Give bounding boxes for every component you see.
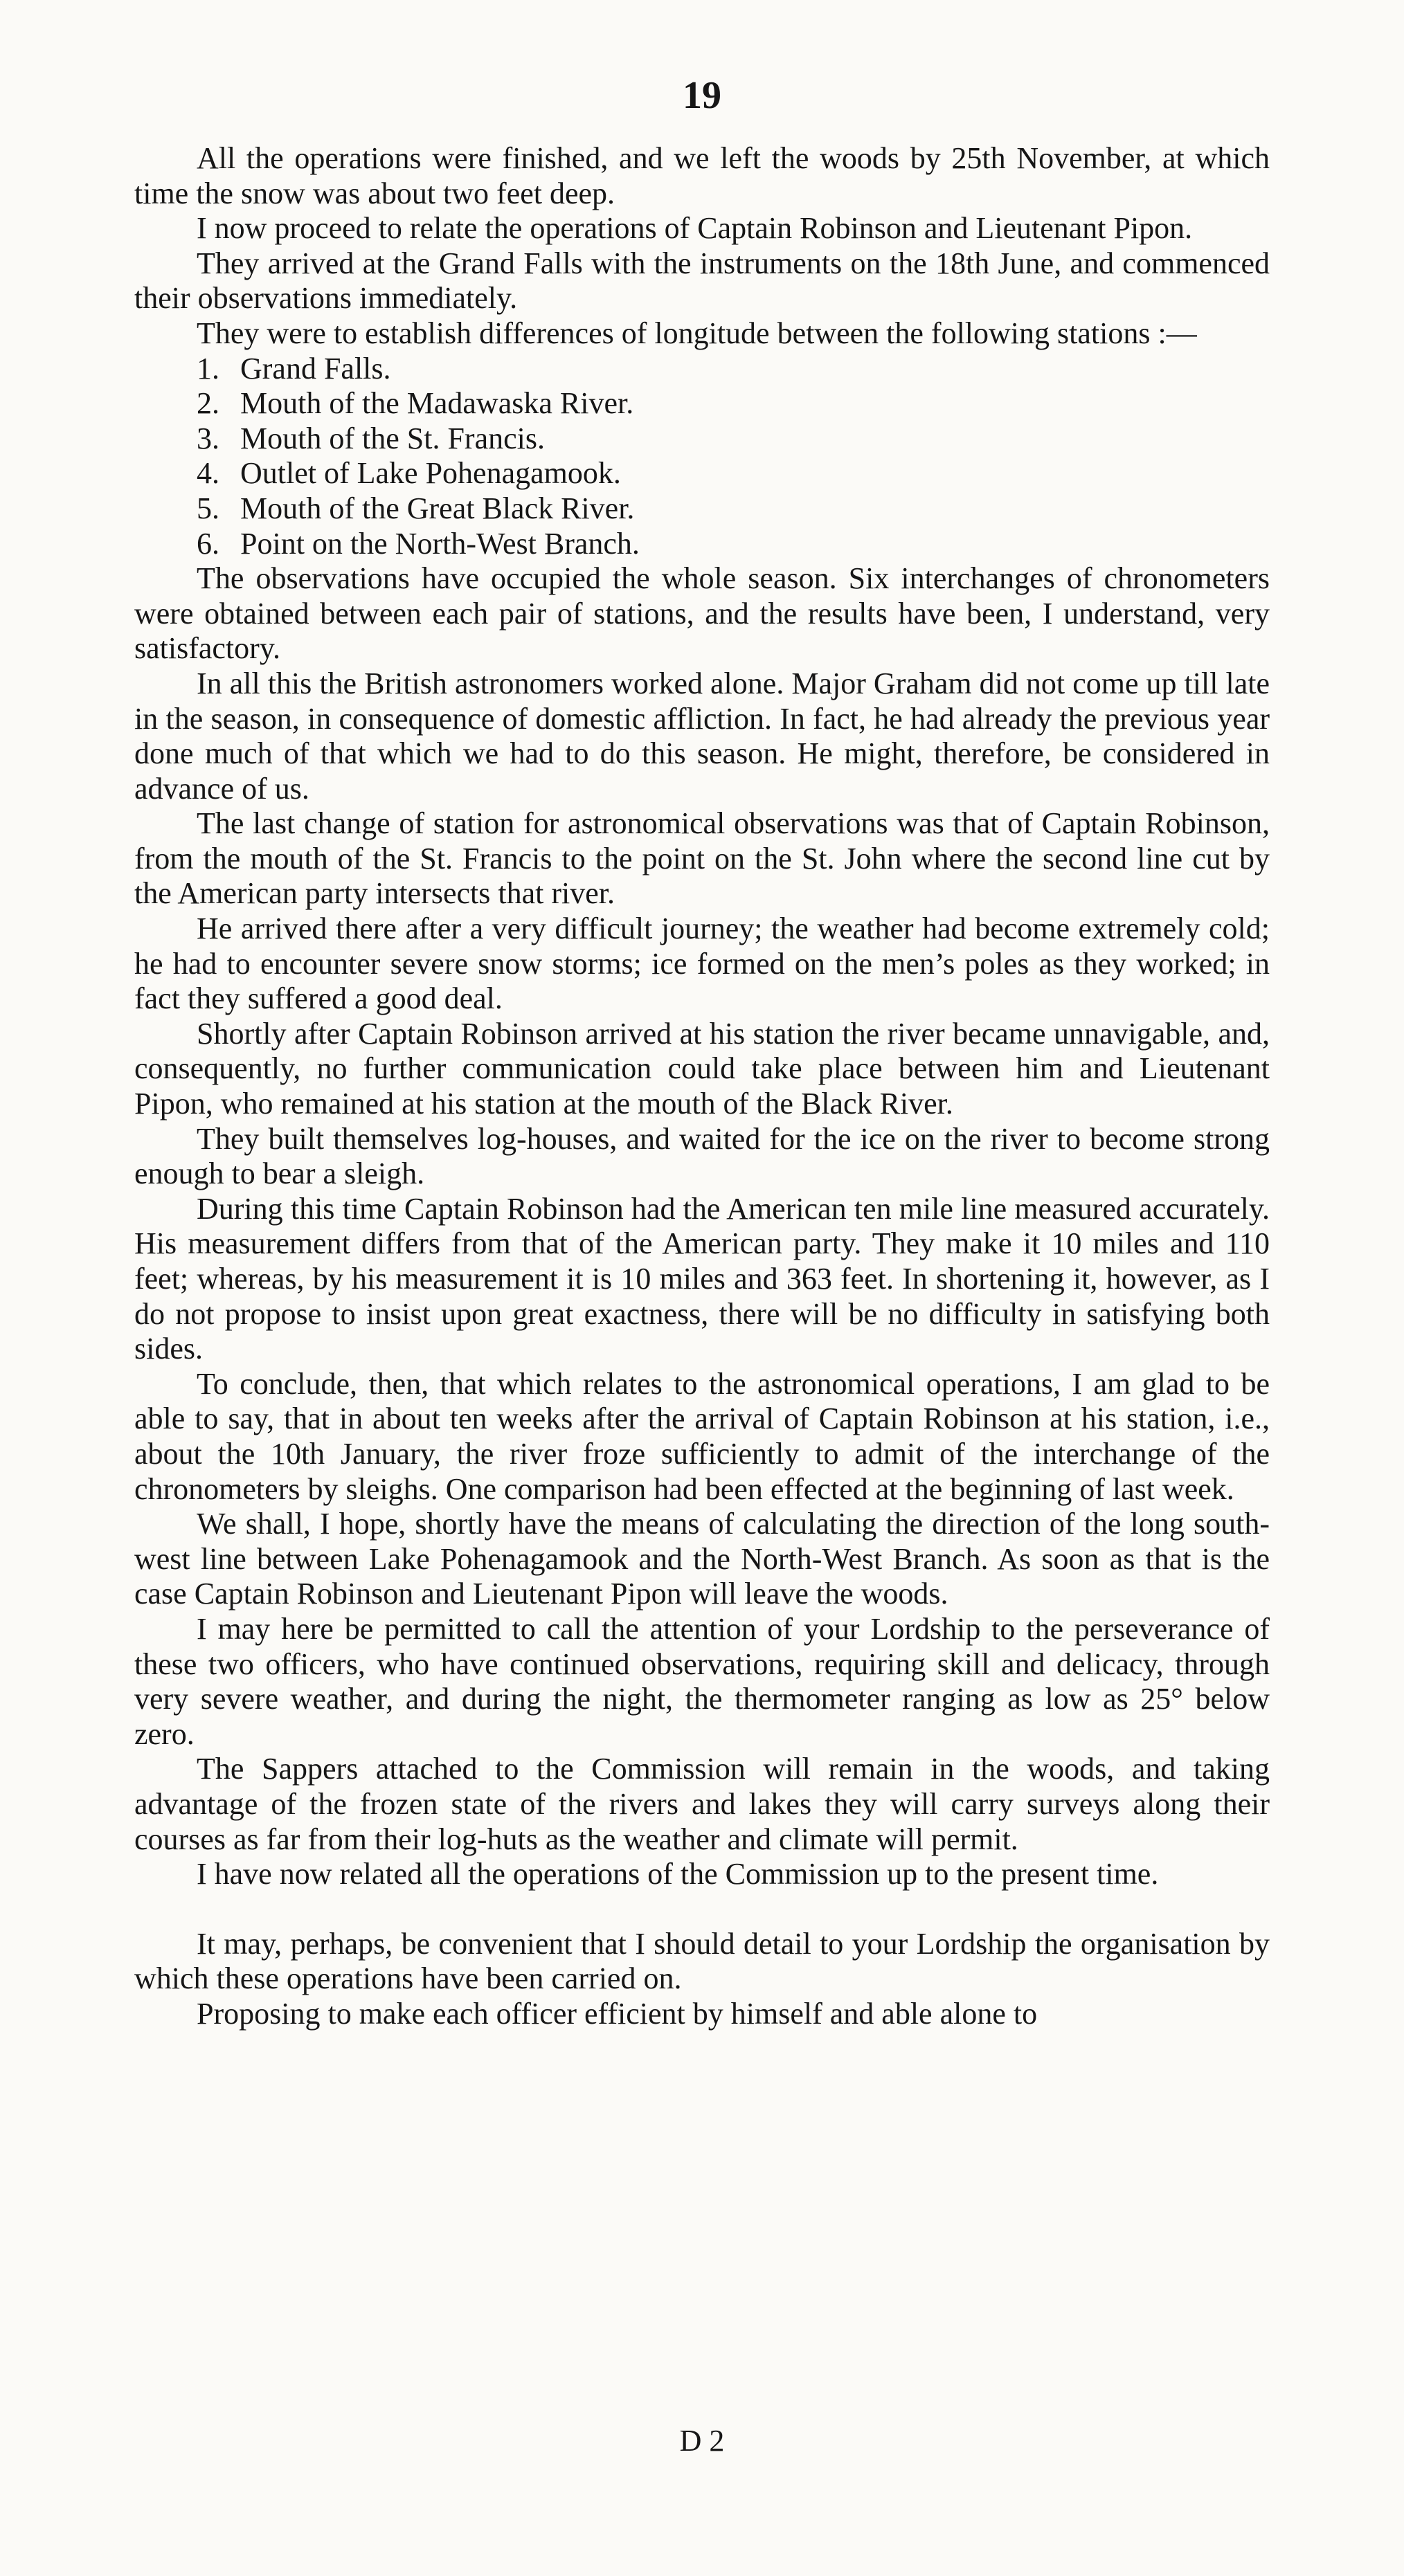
paragraph: The observations have occupied the whole season. Six interchanges of chronometers were obtained between each pair of stations, and the results have been, I understand, very satisfactory.	[134, 561, 1270, 666]
paragraph: In all this the British astronomers worked alone. Major Graham did not come up till late in the season, in consequence of domestic affliction. In fact, he had already the previous year done much of that which we had to do this season. He might, therefore, be considered in advance of us.	[134, 666, 1270, 806]
paragraph: We shall, I hope, shortly have the means of calculating the direction of the long south-west line between Lake Pohenagamook and the North-West Branch. As soon as that is the case Captain Robinson and Lieutenant Pipon will leave the woods.	[134, 1507, 1270, 1611]
paragraph: I have now related all the operations of the Commission up to the present time.	[197, 1857, 1159, 1892]
paragraph: During this time Captain Robinson had the American ten mile line measured accurately. His measurement differs from that of the American party. They make it 10 miles and 110 feet; whereas, by his measurement it is 10 miles and 363 feet. In shortening it, however, as I do not propose to insist upon great exactness, there will be no difficulty in satisfying both sides.	[134, 1191, 1270, 1366]
signature-mark: D 2	[679, 2424, 725, 2458]
paragraph: They were to establish differences of longitude between the following stations :—	[197, 316, 1197, 350]
paragraph: The last change of station for astronomical observations was that of Captain Robinson, from the mouth of the St. Francis to the point on the St. John where the second line cut by the American party intersects that river.	[134, 806, 1270, 911]
paragraph: The Sappers attached to the Commission will remain in the woods, and taking advantage of the frozen state of the rivers and lakes they will carry surveys along their courses as far from their log-huts as the weather and climate will permit.	[134, 1752, 1270, 1856]
list-item	[134, 352, 1270, 387]
list-number: 5.	[197, 491, 219, 525]
list-text: Outlet of Lake Pohenagamook.	[240, 456, 621, 491]
paragraph: To conclude, then, that which relates to the astronomical operations, I am glad to be able to say, that in about ten weeks after the arrival of Captain Robinson at his station, i.e., about the 10th January, the river froze sufficiently to admit of the interchange of the chronometers by sleighs. One comparison had been effected at the beginning of last week.	[134, 1366, 1270, 1506]
paragraph: I may here be permitted to call the attention of your Lordship to the perseverance of these two officers, who have continued observations, requiring skill and delicacy, through very severe weather, and during the night, the thermometer ranging as low as 25° below zero.	[134, 1611, 1270, 1751]
body-text	[134, 141, 1270, 2031]
list-text: Point on the North-West Branch.	[240, 526, 640, 561]
list-item	[134, 421, 1270, 457]
list-text: Mouth of the Great Black River.	[240, 491, 635, 525]
list-item	[134, 491, 1270, 527]
list-number: 2.	[197, 386, 219, 421]
paragraph: I now proceed to relate the operations of Captain Robinson and Lieutenant Pipon.	[197, 211, 1193, 246]
list-number: 1.	[197, 351, 219, 386]
list-item	[134, 456, 1270, 491]
list-text: Mouth of the St. Francis.	[240, 421, 545, 455]
paragraph: All the operations were finished, and we left the woods by 25th November, at which time the snow was about two feet deep.	[134, 141, 1270, 210]
paragraph: He arrived there after a very difficult journey; the weather had become extremely cold; he had to encounter severe snow storms; ice formed on the men’s poles as they worked; in fact they suffered a good deal.	[134, 911, 1270, 1016]
paragraph: They arrived at the Grand Falls with the instruments on the 18th June, and commenced their observations immediately.	[134, 246, 1270, 316]
list-number: 3.	[197, 421, 219, 455]
list-number: 4.	[197, 456, 219, 491]
paragraph: They built themselves log-houses, and waited for the ice on the river to become strong enough to bear a sleigh.	[134, 1121, 1270, 1191]
paragraph: Proposing to make each officer efficient by himself and able alone to	[197, 1996, 1038, 2031]
list-item	[134, 527, 1270, 562]
list-item	[134, 386, 1270, 421]
list-number: 6.	[197, 526, 219, 561]
paragraph: Shortly after Captain Robinson arrived at his station the river became unnavigable, and, consequently, no further communication could take place between him and Lieutenant Pipon, who remained at his station at the mouth of the Black River.	[134, 1016, 1270, 1121]
list-text: Grand Falls.	[240, 351, 391, 386]
page-number: 19	[683, 74, 721, 117]
list-text: Mouth of the Madawaska River.	[240, 386, 634, 421]
paragraph: It may, perhaps, be convenient that I should detail to your Lordship the organisation by which these operations have been carried on.	[134, 1926, 1270, 1996]
station-list	[134, 352, 1270, 562]
